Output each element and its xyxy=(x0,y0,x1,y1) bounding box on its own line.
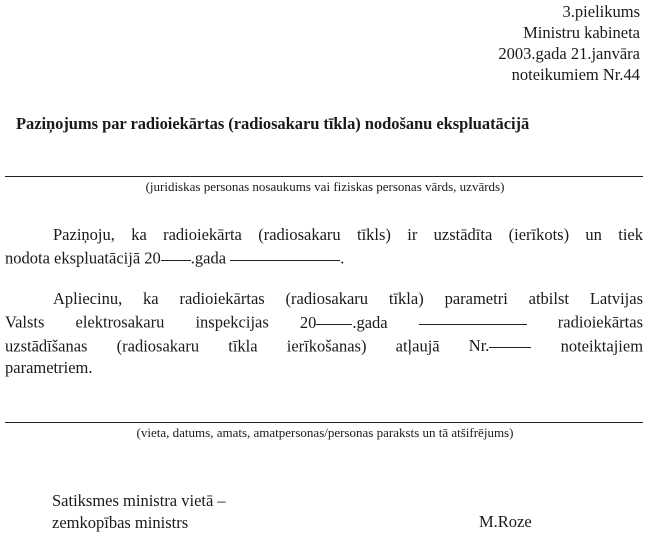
signature-caption: (vieta, datums, amats, amatpersonas/personas paraksts un tā atšifrējums) xyxy=(136,425,514,440)
signature-field[interactable] xyxy=(5,422,643,423)
notice-line-2: nodota ekspluatācijā 20 .gada . xyxy=(5,246,643,270)
certification-paragraph xyxy=(5,288,643,379)
issuer: Ministru kabineta xyxy=(523,23,640,42)
annex-header xyxy=(498,1,640,85)
certification-line-4: parametriem. xyxy=(5,358,93,377)
certification-line-2: Valsts elektrosakaru inspekcijas 20 .gada radioiekārtas xyxy=(5,310,643,334)
notice-paragraph xyxy=(5,224,643,270)
permit-date-field[interactable] xyxy=(419,307,527,325)
permit-year-field[interactable] xyxy=(316,307,352,325)
regulation-number: noteikumiem Nr.44 xyxy=(511,65,640,84)
certification-line-3: uzstādīšanas (radiosakaru tīkla ierīkošanas) atļaujā Nr. noteiktajiem xyxy=(5,334,643,358)
document-title: Paziņojums par radioiekārtas (radiosakaru tīkla) nodošanu ekspluatācijā xyxy=(16,114,530,133)
annex-number: 3.pielikums xyxy=(562,2,640,21)
applicant-name-caption: (juridiskas personas nosaukums vai fiziskas personas vārds, uzvārds) xyxy=(145,179,505,194)
applicant-name-field[interactable] xyxy=(5,176,643,177)
commission-year-field[interactable] xyxy=(161,243,191,261)
signatory-title-line-2: zemkopības ministrs xyxy=(52,513,189,532)
permit-number-field[interactable] xyxy=(489,331,531,349)
signatory-name: M.Roze xyxy=(479,512,532,531)
regulation-date: 2003.gada 21.janvāra xyxy=(498,44,640,63)
signatory-title xyxy=(52,490,226,534)
signatory-title-line-1: Satiksmes ministra vietā – xyxy=(52,491,226,510)
notice-line-1: Paziņoju, ka radioiekārta (radiosakaru tīkls) ir uzstādīta (ierīkots) un tiek xyxy=(53,225,643,244)
certification-line-1: Apliecinu, ka radioiekārtas (radiosakaru tīkla) parametri atbilst Latvijas xyxy=(53,289,643,308)
commission-date-field[interactable] xyxy=(230,243,340,261)
